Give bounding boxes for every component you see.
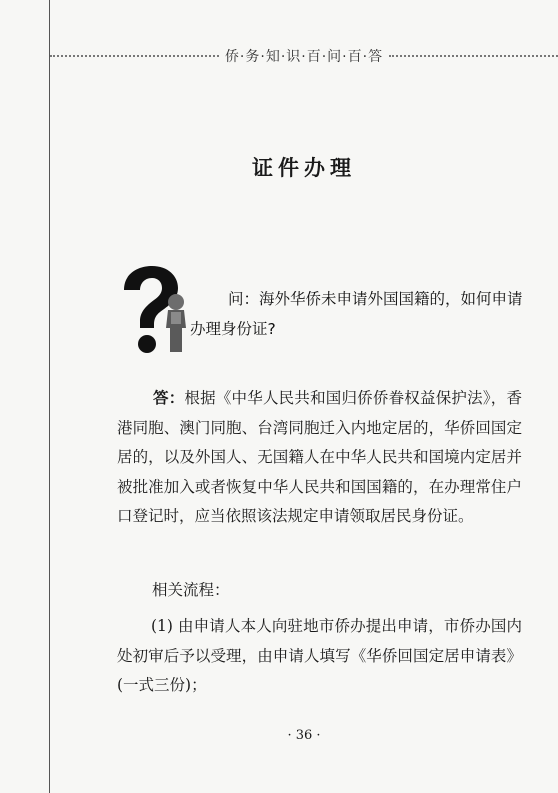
header-dots-right: [389, 55, 558, 57]
answer-label: 答：: [153, 389, 185, 407]
question-mark-figure-icon: [118, 264, 192, 356]
answer-paragraph: [117, 384, 522, 532]
binding-line: [49, 0, 50, 793]
header-dots-left: [50, 55, 219, 57]
section-title: 证件办理: [252, 156, 356, 180]
question-text: 问：海外华侨未申请外国国籍的，如何申请办理身份证?: [190, 290, 523, 338]
header-title: 侨·务·知·识·百·问·百·答: [224, 49, 384, 65]
answer-text: 根据《中华人民共和国归侨侨眷权益保护法》，香港同胞、澳门同胞、台湾同胞迁入内地定居的，华侨回国定居的，以及外国人、无国籍人在中华人民共和国境内定居并被批准加入或者恢复中华人民共和国国籍的，在办理常住户口登记时，应当依照该法规定申请领取居民身份证。: [117, 389, 522, 525]
flow-step-1: (1) 由申请人本人向驻地市侨办提出申请，市侨办国内处初审后予以受理，由申请人填写《华侨回国定居申请表》(一式三份)；: [117, 617, 522, 694]
running-header: [50, 46, 558, 66]
flow-heading: 相关流程：: [152, 581, 230, 599]
page-number: · 36 ·: [287, 728, 321, 743]
